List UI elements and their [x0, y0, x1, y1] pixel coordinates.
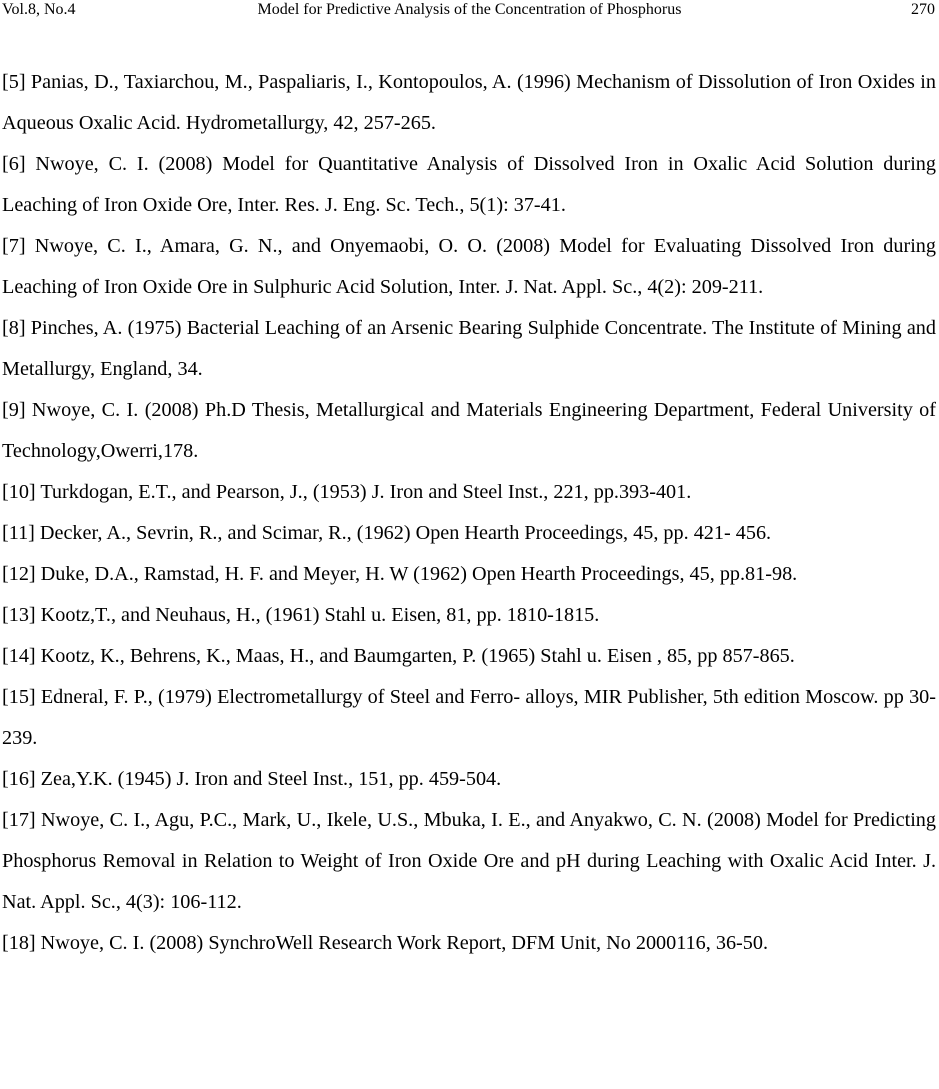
reference-entry: [14] Kootz, K., Behrens, K., Maas, H., and Baumgarten, P. (1965) Stahl u. Eisen , 85, pp 857-865.: [2, 645, 795, 667]
running-title: Model for Predictive Analysis of the Concentration of Phosphorus: [257, 1, 682, 18]
reference-entry: [7] Nwoye, C. I., Amara, G. N., and Onyemaobi, O. O. (2008) Model for Evaluating Dissolved Iron during Leaching of Iron Oxide Ore in Sulphuric Acid Solution, Inter. J. Nat. Appl. Sc., 4(2): 209-211.: [2, 235, 936, 298]
page-header: [0, 0, 939, 22]
reference-entry: [9] Nwoye, C. I. (2008) Ph.D Thesis, Metallurgical and Materials Engineering Department, Federal University of Technology,Owerri,178.: [2, 399, 936, 462]
reference-entry: [5] Panias, D., Taxiarchou, M., Paspaliaris, I., Kontopoulos, A. (1996) Mechanism of Dissolution of Iron Oxides in Aqueous Oxalic Acid. Hydrometallurgy, 42, 257-265.: [2, 71, 936, 134]
reference-entry: [8] Pinches, A. (1975) Bacterial Leaching of an Arsenic Bearing Sulphide Concentrate. The Institute of Mining and Metallurgy, England, 34.: [2, 317, 936, 380]
reference-entry: [6] Nwoye, C. I. (2008) Model for Quantitative Analysis of Dissolved Iron in Oxalic Acid Solution during Leaching of Iron Oxide Ore, Inter. Res. J. Eng. Sc. Tech., 5(1): 37-41.: [2, 153, 936, 216]
page-number: 270: [911, 1, 935, 18]
reference-entry: [16] Zea,Y.K. (1945) J. Iron and Steel Inst., 151, pp. 459-504.: [2, 768, 502, 790]
reference-entry: [18] Nwoye, C. I. (2008) SynchroWell Research Work Report, DFM Unit, No 2000116, 36-50.: [2, 932, 769, 954]
reference-entry: [13] Kootz,T., and Neuhaus, H., (1961) Stahl u. Eisen, 81, pp. 1810-1815.: [2, 604, 600, 626]
journal-volume: Vol.8, No.4: [2, 1, 76, 18]
reference-entry: [10] Turkdogan, E.T., and Pearson, J., (1953) J. Iron and Steel Inst., 221, pp.393-401.: [2, 481, 692, 503]
reference-entry: [17] Nwoye, C. I., Agu, P.C., Mark, U., Ikele, U.S., Mbuka, I. E., and Anyakwo, C. N. (2008) Model for Predicting Phosphorus Removal in Relation to Weight of Iron Oxide Ore and pH during Leaching with Oxalic Acid Inter. J. Nat. Appl. Sc., 4(3): 106-112.: [2, 809, 936, 913]
reference-entry: [11] Decker, A., Sevrin, R., and Scimar, R., (1962) Open Hearth Proceedings, 45, pp. 421- 456.: [2, 522, 772, 544]
reference-entry: [15] Edneral, F. P., (1979) Electrometallurgy of Steel and Ferro- alloys, MIR Publisher, 5th edition Moscow. pp 30-239.: [2, 686, 936, 749]
reference-list: [2, 62, 936, 964]
reference-entry: [12] Duke, D.A., Ramstad, H. F. and Meyer, H. W (1962) Open Hearth Proceedings, 45, pp.81-98.: [2, 563, 798, 585]
